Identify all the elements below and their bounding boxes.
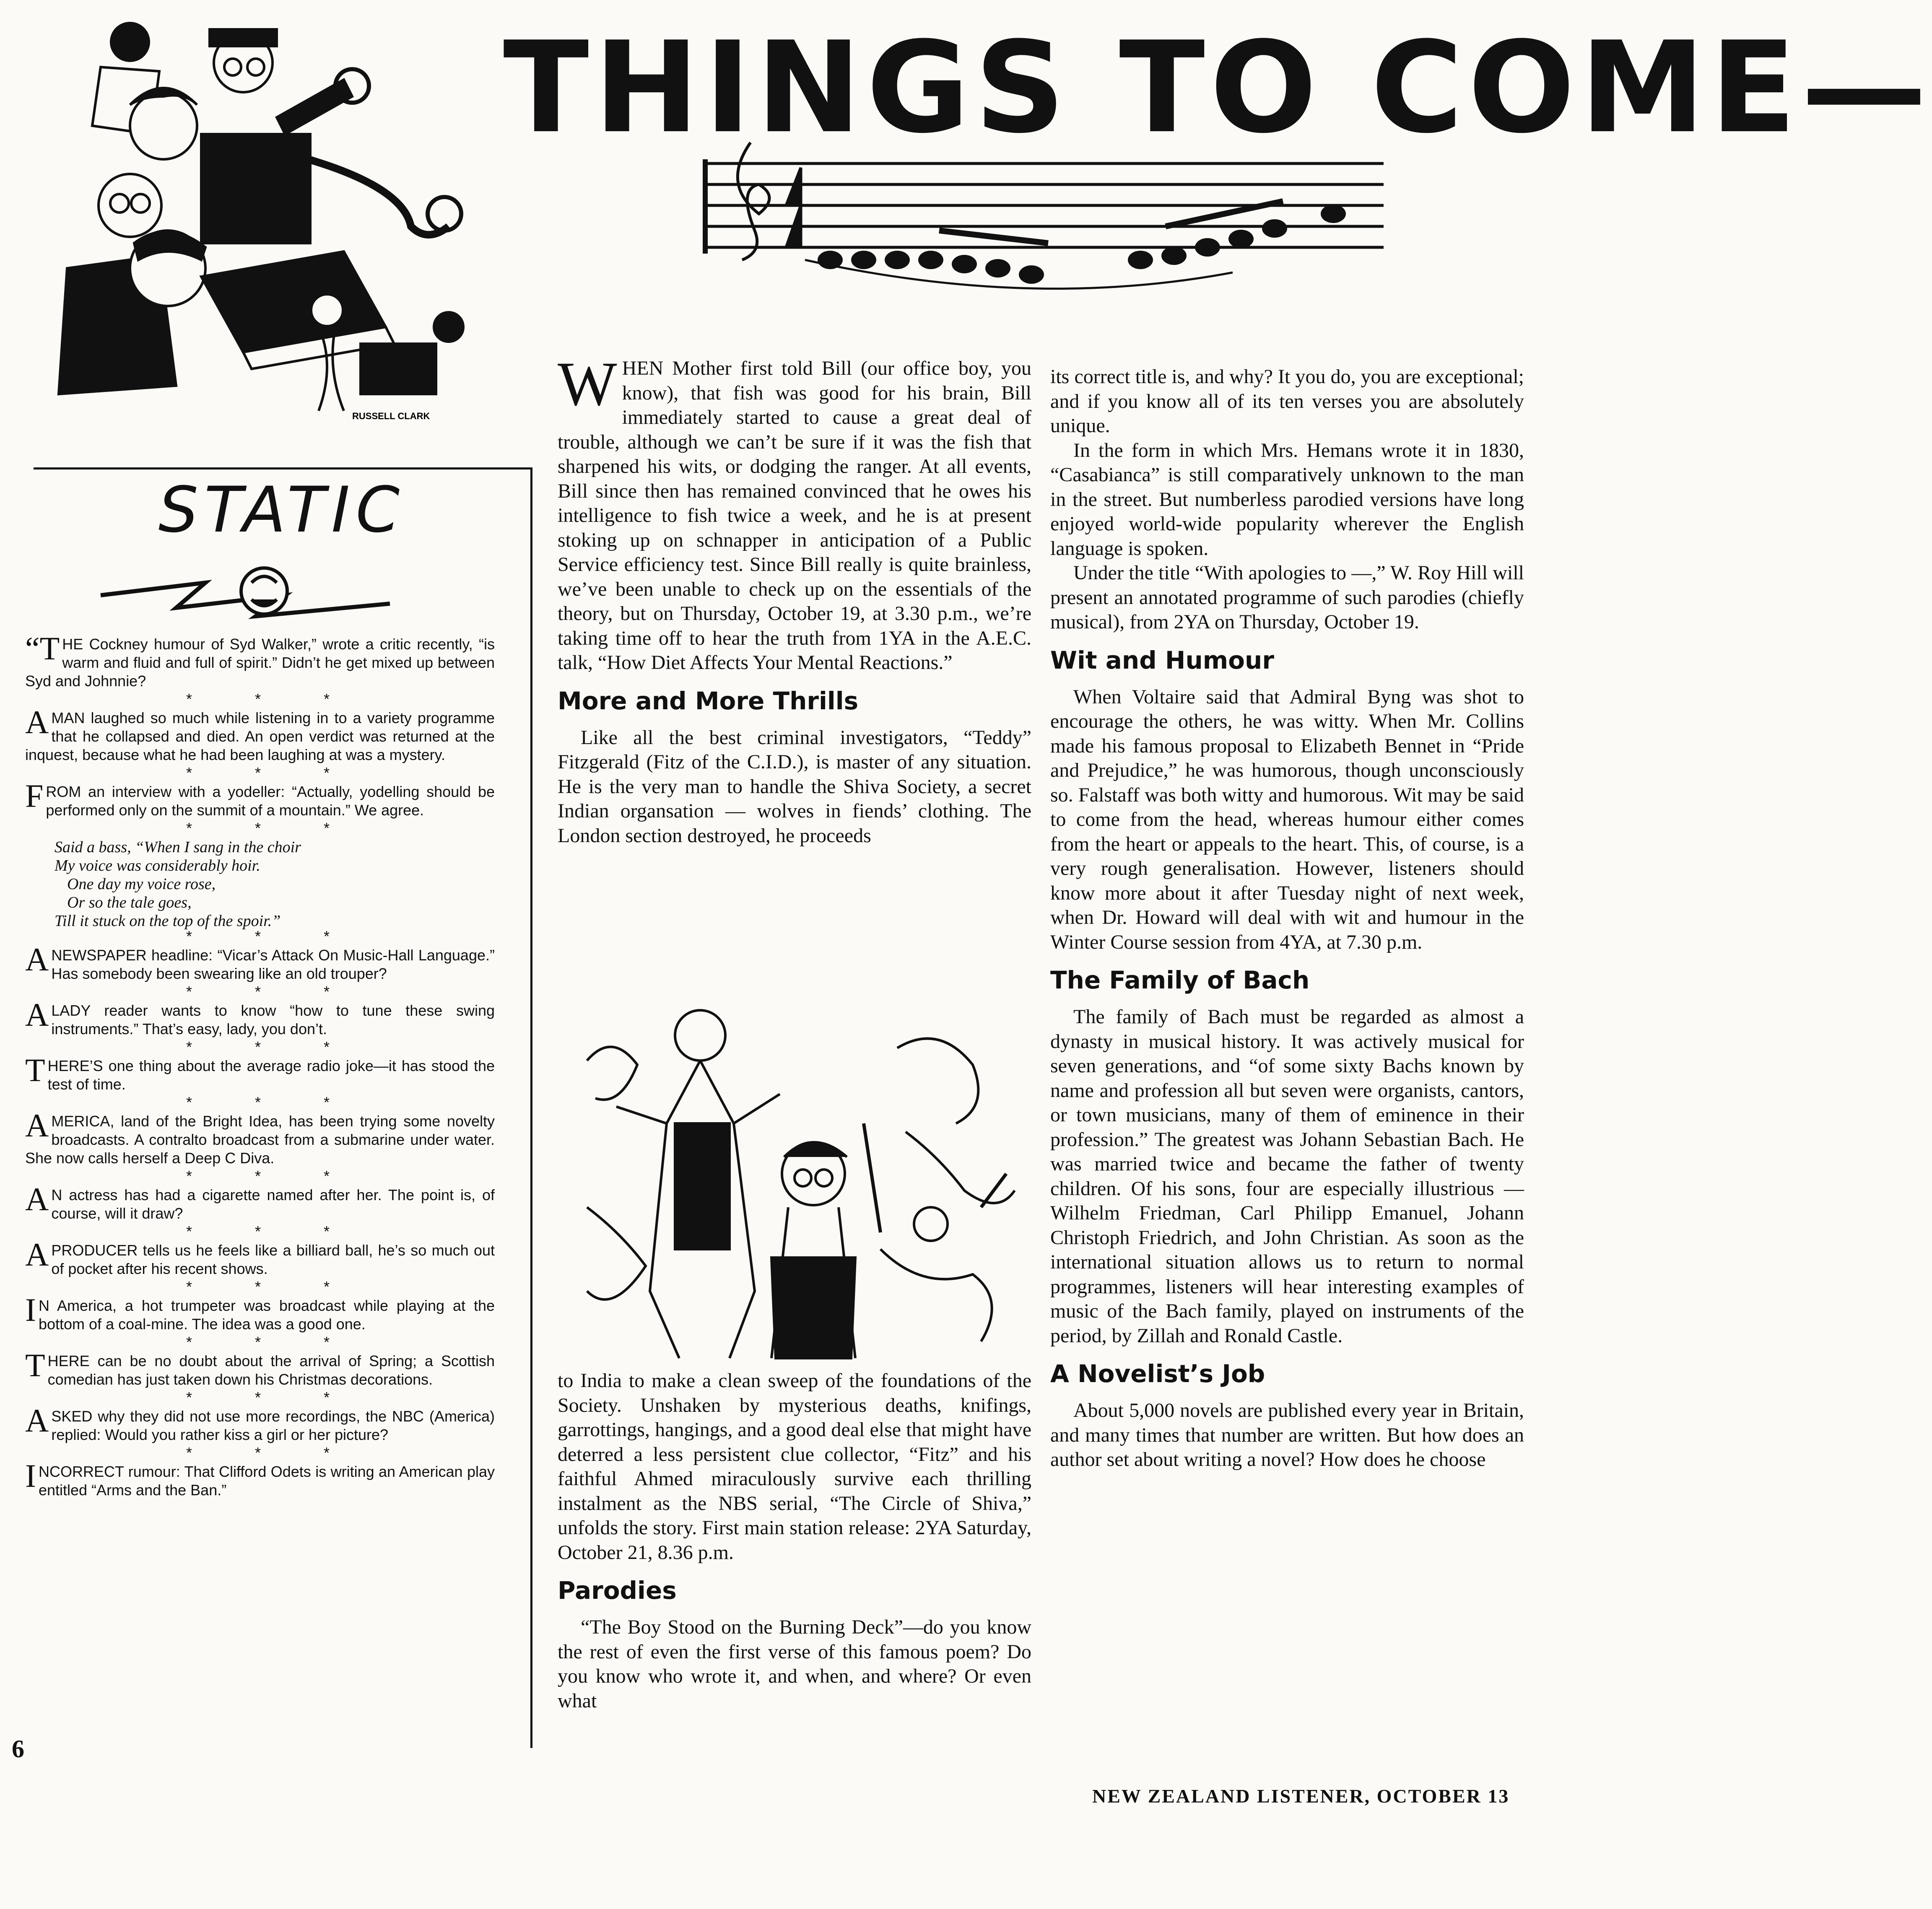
static-item: A N actress has had a cigarette named after her. The point is, of course, will it draw? [25,1181,495,1222]
static-item: THERE’S one thing about the average radio joke—it has stood the test of time. [25,1052,495,1093]
divider-stars: * * * [186,690,359,708]
static-item: I N America, a hot trumpeter was broadcast while playing at the bottom of a coal-mine. The idea was a good one. [25,1292,495,1333]
divider-stars: * * * [186,1389,359,1406]
circle-of-shiva-illustration [562,998,1031,1362]
paragraph: Like all the best criminal investigators, “Teddy” Fitzgerald (Fitz of the C.I.D.), is master of any situation. He is the very man to handle the Shiva Society, a secret Indian organsation — wolves in fiends’ clothing. The London section destroyed, he proceeds [558,726,1031,847]
divider-stars: * * * [186,1038,359,1056]
headline: THINGS TO COME— [503,15,1932,161]
column-middle-bottom [558,1369,1031,1713]
divider-stars: * * * [186,1094,359,1111]
paragraph: to India to make a clean sweep of the foundations of the Society. Unshaken by mysterious deaths, knifings, garrottings, hangings, and a good deal else that might have deterred a less persistent clue collector, “Fitz” and his faithful Ahmed miraculously survive each thrilling instalment as the NBS serial, “The Circle of Shiva,” unfolds the story. First main station release: 2YA Saturday, October 21, 8.36 p.m. [558,1370,1031,1564]
divider-stars: * * * [186,764,359,781]
static-items [25,630,495,1502]
static-item: ALADY reader wants to know “how to tune these swing instruments.” That’s easy, lady, you don’t. [25,996,495,1038]
static-item: “THE Cockney humour of Syd Walker,” wrote a critic recently, “is warm and fluid and full of spirit.” Didn’t he get mixed up between Syd and Johnnie? [25,630,495,690]
divider-stars: * * * [186,1444,359,1461]
limerick: Said a bass, “When I sang in the choir My voice was considerably hoir. One day my voice rose, Or so the tale goes, Till it stuck on the top of the spoir.” [55,838,301,930]
paragraph: its correct title is, and why? It you do, you are exceptional; and if you know all of its ten verses you are absolutely unique. [1050,366,1524,437]
paragraph: When Voltaire said that Admiral Byng was shot to encourage the others, he was witty. When Mr. Collins made his famous proposal to Elizabeth Bennet in “Pride and Prejudice,” he was humorous, though unconsciously so. Falstaff was both witty and humorous. Wit may be said to come from the head, whereas humour either comes from the heart or appeals to the heart. This, of course, is a very rough generalisation. However, listeners should know more about it after Tuesday night of next week, when Dr. Howard will deal with wit and humour in the Winter Course session from 4YA, at 7.30 p.m. [1050,685,1524,953]
heading-family-of-bach: The Family of Bach [1050,966,1310,994]
column-right [1050,365,1524,1472]
heading-parodies: Parodies [558,1576,677,1605]
static-item: ANEWSPAPER headline: “Vicar’s Attack On Music-Hall Language.” Has somebody been swearing like an old trouper? [25,941,495,982]
divider-stars: * * * [186,928,359,945]
footer-issue-line: NEW ZEALAND LISTENER, OCTOBER 13 [1092,1785,1510,1807]
drop-cap: W [558,349,617,419]
paragraph: The family of Bach must be regarded as almost a dynasty in musical history. It was actively musical for seven generations, and “of some sixty Bachs known by name and profession all but seven were organists, cantors, or town musicians, many of them of eminence in their profession.” The greatest was Johann Sebastian Bach. He was married twice and became the father of twenty children. Of his sons, four are especially illustrious — Wilhelm Friedman, Carl Philipp Emanuel, Johann Christoph Friedrich, and John Christian. As soon as the international situation allows us to return to normal programmes, listeners will hear interesting examples of music of the Bach family, played on instruments of the period, by Zillah and Ronald Castle. [1050,1006,1524,1347]
divider-stars: * * * [186,1223,359,1240]
music-staff [696,134,1392,319]
paragraph: Under the title “With apologies to —,” W. Roy Hill will present an annotated programme of such parodies (chiefly musical), from 2YA on Thursday, October 19. [1050,562,1524,633]
intro-paragraph: WHEN Mother first told Bill (our office boy, you know), that fish was good for his brain, Bill immediately started to cause a great deal of trouble, although we can’t be sure if it was the fish that sharpened his wits, or dodging the ranger. At all events, Bill since then has remained convinced that he owes his intelligence to fish twice a week, and he is at present stoking up on schnapper in anticipation of a Public Service efficiency test. Since Bill really is quite brainless, we’ve been unable to check up on the essentials of the theory, but on Thursday, October 19, at 3.30 p.m., we’re taking time off to hear the truth from 1YA in the A.E.C. talk, “How Diet Affects Your Mental Reactions.” [558,349,1031,674]
static-item: THERE can be no doubt about the arrival of Spring; a Scottish comedian has just taken down his Christmas decorations. [25,1347,495,1388]
column-middle-top [558,349,1031,848]
page-number: 6 [12,1735,24,1763]
static-item: APRODUCER tells us he feels like a billiard ball, he’s so much out of pocket after his recent shows. [25,1236,495,1277]
divider-stars: * * * [186,1333,359,1351]
static-item: FROM an interview with a yodeller: “Actually, yodelling should be performed only on the summit of a mountain.” We agree. [25,778,495,819]
static-item: INCORRECT rumour: That Clifford Odets is writing an American play entitled “Arms and the Ban.” [25,1458,495,1499]
heading-novelists-job: A Novelist’s Job [1050,1359,1265,1388]
static-item: AMERICA, land of the Bright Idea, has been trying some novelty broadcasts. A contralto broadcast from a submarine under water. She now calls herself a Deep C Diva. [25,1107,495,1167]
static-title: STATIC [158,474,406,547]
paragraph: In the form in which Mrs. Hemans wrote it in 1830, “Casabianca” is still comparatively unknown to the man in the street. But numberless parodied versions have long enjoyed world-wide popularity wherever the English language is spoken. [1050,439,1524,560]
band-illustration [25,8,495,444]
divider-stars: * * * [186,983,359,1000]
divider-stars: * * * [186,820,359,837]
paragraph: “The Boy Stood on the Burning Deck”—do you know the rest of even the first verse of this famous poem? Do you know who wrote it, and when, and where? Or even what [558,1616,1031,1712]
static-item: AMAN laughed so much while listening in to a variety programme that he collapsed and died. An open verdict was returned at the inquest, because what he had been laughing at was a mystery. [25,704,495,763]
paragraph: About 5,000 novels are published every year in Britain, and many times that number are written. But how does an author set about writing a novel? How does he choose [1050,1399,1524,1471]
artist-signature: RUSSELL CLARK [352,411,430,421]
static-squiggle-icon [96,558,398,620]
static-item: ASKED why they did not use more recordings, the NBC (America) replied: Would you rather kiss a girl or her picture? [25,1402,495,1443]
divider-stars: * * * [186,1167,359,1185]
divider-stars: * * * [186,1278,359,1295]
heading-more-thrills: More and More Thrills [558,686,859,715]
heading-wit-and-humour: Wit and Humour [1050,646,1274,674]
